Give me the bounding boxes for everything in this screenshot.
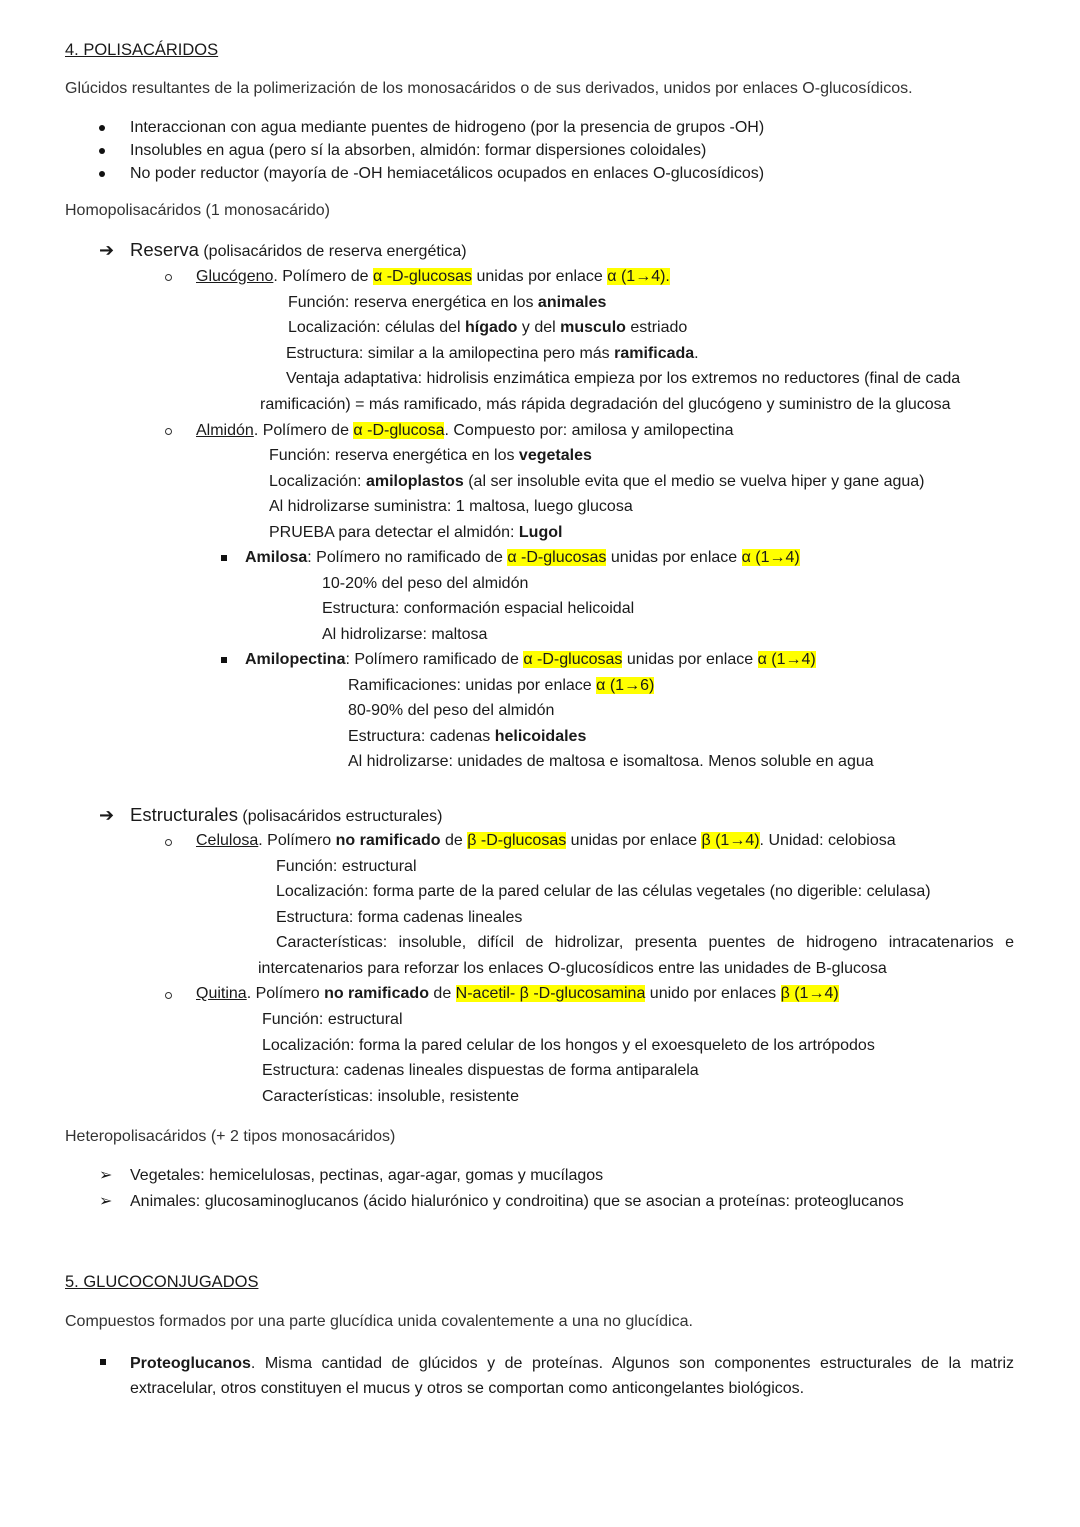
- quitina-caracteristicas: Características: insoluble, resistente: [262, 1088, 519, 1105]
- celulosa-localizacion: Localización: forma parte de la pared celular de las células vegetales (no digerible: celulasa): [276, 883, 931, 900]
- bullet-icon: [99, 148, 105, 154]
- heteropolisacaridos-heading: Heteropolisacáridos (+ 2 tipos monosacáridos): [65, 1128, 396, 1145]
- celulosa-funcion: Función: estructural: [276, 858, 417, 875]
- circle-bullet-icon: [165, 274, 172, 281]
- list-item: Interaccionan con agua mediante puentes de hidrogeno (por la presencia de grupos -OH): [130, 119, 765, 136]
- amilosa-peso: 10-20% del peso del almidón: [322, 575, 529, 592]
- square-bullet-icon: [221, 657, 227, 663]
- amilopectina-line: Amilopectina: Polímero ramificado de α -D-glucosas unidas por enlace α (1→4): [245, 651, 816, 668]
- section-intro: Compuestos formados por una parte glucídica unida covalentemente a una no glucídica.: [65, 1313, 693, 1330]
- amilopectina-estructura: Estructura: cadenas helicoidales: [348, 728, 587, 745]
- glucogeno-ventaja-cont: ramificación) = más ramificado, más rápida degradación del glucógeno y suministro de la glucosa: [260, 396, 951, 413]
- glucogeno-estructura: Estructura: similar a la amilopectina pero más ramificada.: [286, 345, 699, 362]
- arrow-right-icon: ➔: [99, 805, 115, 825]
- bullet-icon: [99, 171, 105, 177]
- section-title: 5. GLUCOCONJUGADOS: [65, 1273, 259, 1291]
- amilopectina-ramificaciones: Ramificaciones: unidas por enlace α (1→6): [348, 677, 655, 694]
- glucogeno-localizacion: Localización: células del hígado y del musculo estriado: [288, 319, 688, 336]
- estructurales-heading: Estructurales (polisacáridos estructurales): [130, 804, 443, 825]
- quitina-localizacion: Localización: forma la pared celular de los hongos y el exoesqueleto de los artrópodos: [262, 1037, 875, 1054]
- amilopectina-peso: 80-90% del peso del almidón: [348, 702, 555, 719]
- arrowhead-bullet-icon: ➢: [99, 1167, 113, 1184]
- list-item: Animales: glucosaminoglucanos (ácido hialurónico y condroitina) que se asocian a proteínas: proteoglucanos: [130, 1193, 904, 1210]
- list-item: Insolubles en agua (pero sí la absorben, almidón: formar dispersiones coloidales): [130, 142, 707, 159]
- glucogeno-ventaja: Ventaja adaptativa: hidrolisis enzimática empieza por los extremos no reductores (final de cada: [286, 370, 961, 387]
- bullet-icon: [99, 125, 105, 131]
- amilopectina-hidrolisis: Al hidrolizarse: unidades de maltosa e isomaltosa. Menos soluble en agua: [348, 753, 874, 770]
- amilosa-line: Amilosa: Polímero no ramificado de α -D-glucosas unidas por enlace α (1→4): [245, 549, 800, 566]
- section-intro: Glúcidos resultantes de la polimerización de los monosacáridos o de sus derivados, unidos por enlaces O-glucosídicos.: [65, 80, 913, 97]
- circle-bullet-icon: [165, 839, 172, 846]
- circle-bullet-icon: [165, 992, 172, 999]
- list-item: No poder reductor (mayoría de -OH hemiacetálicos ocupados en enlaces O-glucosídicos): [130, 165, 765, 182]
- arrow-right-icon: ➔: [99, 240, 115, 260]
- square-bullet-icon: [100, 1359, 106, 1365]
- circle-bullet-icon: [165, 428, 172, 435]
- celulosa-line: Celulosa. Polímero no ramificado de β -D-glucosas unidas por enlace β (1→4). Unidad: celobiosa: [196, 832, 896, 849]
- glucogeno-funcion: Función: reserva energética en los animales: [288, 294, 607, 311]
- celulosa-caracteristicas: Características: insoluble, difícil de hidrolizar, presenta puentes de hidrogeno intracatenarios e: [276, 934, 1014, 951]
- reserva-heading: Reserva (polisacáridos de reserva energética): [130, 239, 467, 260]
- almidon-line: Almidón. Polímero de α -D-glucosa. Compuesto por: amilosa y amilopectina: [196, 422, 734, 439]
- glucogeno-line: Glucógeno. Polímero de α -D-glucosas unidas por enlace α (1→4).: [196, 268, 670, 285]
- quitina-estructura: Estructura: cadenas lineales dispuestas de forma antiparalela: [262, 1062, 699, 1079]
- section-title: 4. POLISACÁRIDOS: [65, 41, 219, 59]
- list-item: Vegetales: hemicelulosas, pectinas, agar-agar, gomas y mucílagos: [130, 1167, 604, 1184]
- homopolisacaridos-heading: Homopolisacáridos (1 monosacárido): [65, 202, 331, 219]
- quitina-line: Quitina. Polímero no ramificado de N-acetil- β -D-glucosamina unido por enlaces β (1→4): [196, 985, 839, 1002]
- almidon-funcion: Función: reserva energética en los vegetales: [269, 447, 592, 464]
- almidon-localizacion: Localización: amiloplastos (al ser insoluble evita que el medio se vuelva hiper y gane agua): [269, 473, 925, 490]
- amilosa-hidrolisis: Al hidrolizarse: maltosa: [322, 626, 488, 643]
- arrowhead-bullet-icon: ➢: [99, 1193, 113, 1210]
- almidon-prueba: PRUEBA para detectar el almidón: Lugol: [269, 524, 563, 541]
- proteoglucanos-paragraph: Proteoglucanos. Misma cantidad de glúcidos y de proteínas. Algunos son componentes estructurales de la matriz extracelular, otros constituyen el mucus y otros se comportan como anticongelantes biológicos.: [130, 1355, 1014, 1397]
- celulosa-caracteristicas-cont: intercatenarios para reforzar los enlaces O-glucosídicos entre las unidades de B-glucosa: [258, 960, 887, 977]
- almidon-hidrolisis: Al hidrolizarse suministra: 1 maltosa, luego glucosa: [269, 498, 633, 515]
- amilosa-estructura: Estructura: conformación espacial helicoidal: [322, 600, 635, 617]
- quitina-funcion: Función: estructural: [262, 1011, 403, 1028]
- celulosa-estructura: Estructura: forma cadenas lineales: [276, 909, 523, 926]
- square-bullet-icon: [221, 555, 227, 561]
